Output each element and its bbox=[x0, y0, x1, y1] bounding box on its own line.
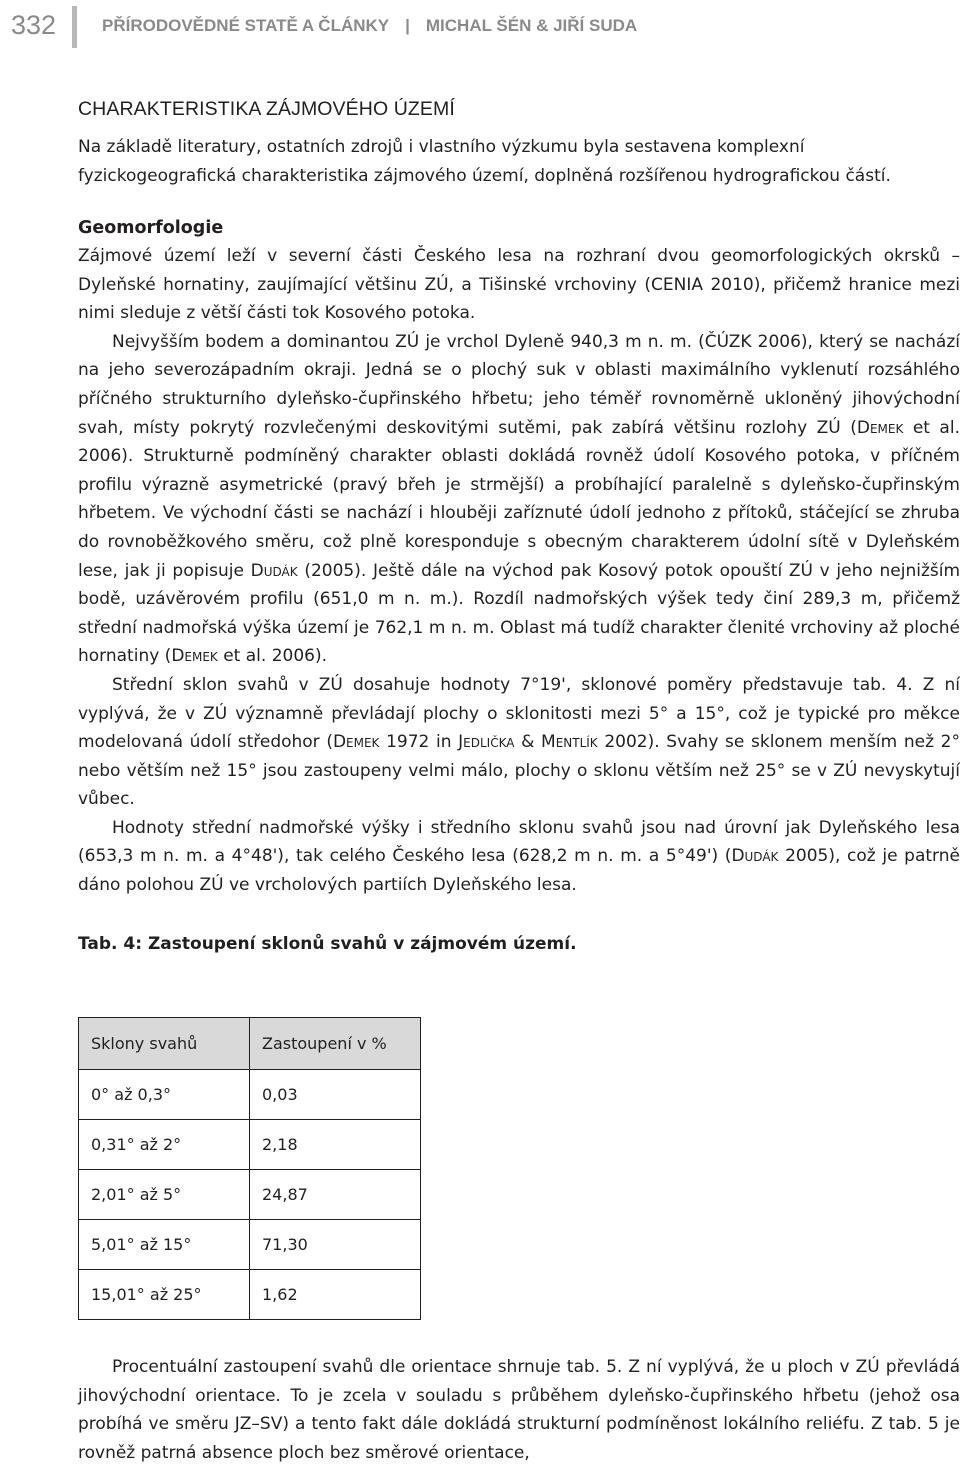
table-row bbox=[79, 1070, 421, 1120]
table-cell: 2,18 bbox=[250, 1120, 421, 1170]
intro-paragraph: Na základě literatury, ostatních zdrojů i vlastního výzkumu byla sestavena komplexní fyzickogeografická charakteristika zájmového území, doplněná rozšířenou hydrografickou částí. bbox=[78, 137, 891, 186]
table-cell: 5,01° až 15° bbox=[79, 1220, 250, 1270]
page-number: 332 bbox=[10, 10, 56, 40]
running-head bbox=[102, 16, 637, 36]
citation-author: Mentlík bbox=[541, 732, 598, 753]
table-row bbox=[79, 1270, 421, 1320]
table-cell: 0° až 0,3° bbox=[79, 1070, 250, 1120]
authors: MICHAL ŠÉN & JIŘÍ SUDA bbox=[425, 16, 638, 35]
section-label: PŘÍRODOVĚDNÉ STATĚ A ČLÁNKY bbox=[102, 16, 390, 35]
table-cell: 2,01° až 5° bbox=[79, 1170, 250, 1220]
slope-table bbox=[78, 1017, 421, 1320]
citation-author: Dudák bbox=[731, 846, 779, 867]
table-header-row bbox=[79, 1018, 421, 1070]
citation-author: Jedlička bbox=[458, 732, 515, 753]
paragraph-slopes: Střední sklon svahů v ZÚ dosahuje hodnoty 7°19', sklonové poměry představuje tab. 4. Z ní vyplývá, že v ZÚ významně převládají plochy o sklonitosti mezi 5° a 15°, což je typické pro měkce modelovaná údolí středohor (Demek 1972 in Jedlička & Mentlík 2002). Svahy se sklonem menším než 2° nebo větším než 15° jsou zastoupeny velmi málo, plochy o sklonu větším než 25° se v ZÚ nevyskytují vůbec. bbox=[78, 674, 960, 810]
table-caption: Tab. 4: Zastoupení sklonů svahů v zájmovém území. bbox=[78, 933, 577, 954]
geomorphology-heading: Geomorfologie bbox=[78, 218, 224, 238]
table-row bbox=[79, 1120, 421, 1170]
table-cell: 71,30 bbox=[250, 1220, 421, 1270]
paragraph-orientation: Procentuální zastoupení svahů dle orientace shrnuje tab. 5. Z ní vyplývá, že u ploch v ZÚ převládá jihovýchodní orientace. To je zcela v souladu s průběhem dyleňsko-čupřinského hřbetu (jehož osa probíhá ve směru JZ–SV) a tento fakt dále dokládá strukturní podmíněnost lokálního reliéfu. Z tab. 5 je rovněž patrná absence ploch bez směrové orientace, bbox=[78, 1357, 960, 1463]
table-row bbox=[79, 1170, 421, 1220]
section-title: CHARAKTERISTIKA ZÁJMOVÉHO ÚZEMÍ bbox=[78, 98, 455, 120]
table-cell: 1,62 bbox=[250, 1270, 421, 1320]
page-header bbox=[0, 0, 960, 58]
citation-author: Demek bbox=[856, 417, 904, 438]
running-head-separator: | bbox=[405, 16, 410, 35]
paragraph-highest-point: Nejvyšším bodem a dominantou ZÚ je vrchol Dyleně 940,3 m n. m. (ČÚZK 2006), který se nachází na jeho severozápadním okraji. Jedná se o plochý suk v oblasti maximálního vyklenutí rozsáhlého příčného strukturního dyleňsko-čupřinského hřbetu; jeho téměř rovnoměrně ukloněný jihovýchodní svah, místy pokrytý rozvlečenými deskovitými sutěmi, pak zabírá většinu rozlohy ZÚ (Demek et al. 2006). Strukturně podmíněný charakter oblasti dokládá rovněž údolí Kosového potoka, v příčném profilu výrazně asymetrické (pravý břeh je strmější) a probíhající paralelně s dyleňsko-čupřinským hřbetem. Ve východní části se nachází i hlouběji zaříznuté údolí jednoho z přítoků, stáčející se zhruba do rovnoběžkového směru, což plně koresponduje s obecným charakterem údolní sítě v Dyleňském lese, jak ji popisuje Dudák (2005). Ještě dále na východ pak Kosový potok opouští ZÚ v jeho nejnižším bodě, uzávěrovém profilu (651,0 m n. m.). Rozdíl nadmořských výšek tedy činí 289,3 m, přičemž střední nadmořská výška území je 762,1 m n. m. Oblast má tudíž charakter členité vrchoviny až ploché hornatiny (Demek et al. 2006). bbox=[78, 331, 960, 667]
paragraph-comparison: Hodnoty střední nadmořské výšky i středního sklonu svahů jsou nad úrovní jak Dyleňského lesa (653,3 m n. m. a 4°48'), tak celého Českého lesa (628,2 m n. m. a 5°49') (Dudák 2005), což je patrně dáno polohou ZÚ ve vrcholových partiích Dyleňského lesa. bbox=[78, 817, 960, 896]
column-header: Zastoupení v % bbox=[250, 1018, 421, 1070]
citation-author: Dudák bbox=[250, 560, 298, 581]
paragraph-location: Zájmové území leží v severní části Českého lesa na rozhraní dvou geomorfologických okrsků – Dyleňské hornatiny, zaujímající většinu ZÚ, a Tišinské vrchoviny (CENIA 2010), přičemž hranice mezi nimi sleduje z větší části tok Kosového potoka. bbox=[78, 246, 960, 324]
header-divider bbox=[72, 6, 77, 48]
table-cell: 15,01° až 25° bbox=[79, 1270, 250, 1320]
table-row bbox=[79, 1220, 421, 1270]
column-header: Sklony svahů bbox=[79, 1018, 250, 1070]
table-cell: 0,31° až 2° bbox=[79, 1120, 250, 1170]
table-cell: 24,87 bbox=[250, 1170, 421, 1220]
article-body bbox=[78, 95, 960, 1463]
table-cell: 0,03 bbox=[250, 1070, 421, 1120]
citation-author: Demek bbox=[332, 732, 380, 753]
citation-author: Demek bbox=[171, 646, 218, 667]
